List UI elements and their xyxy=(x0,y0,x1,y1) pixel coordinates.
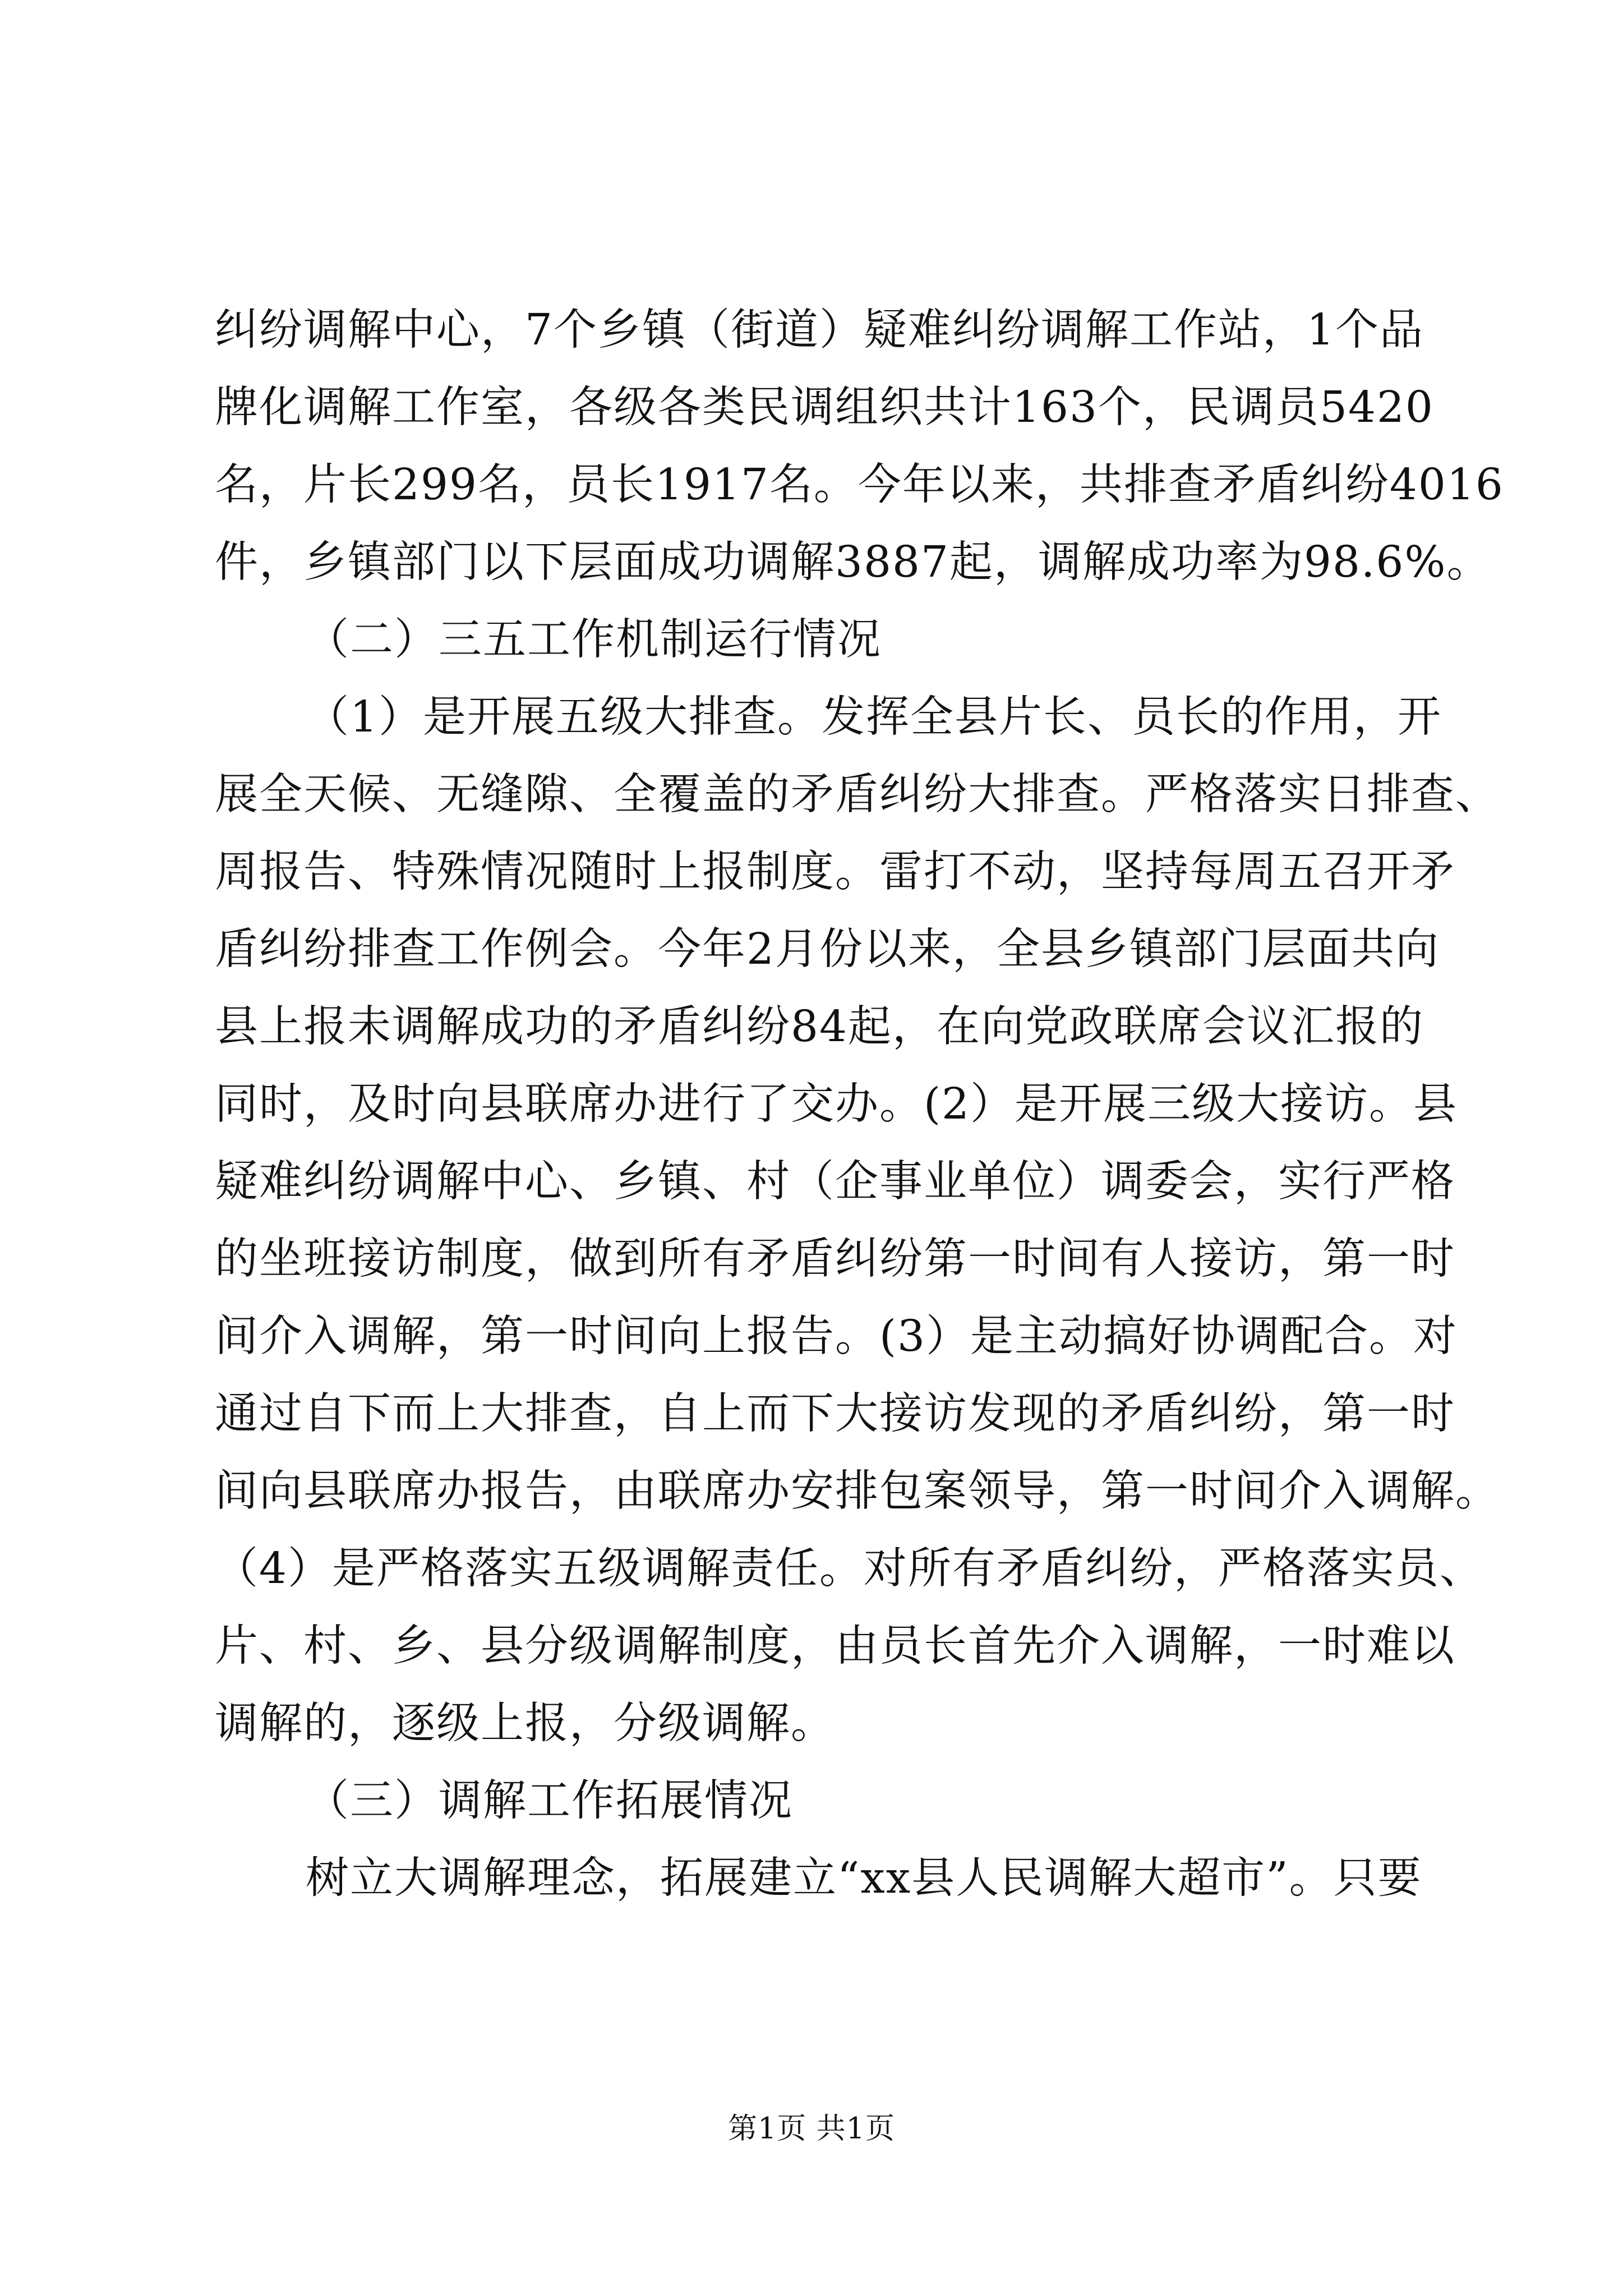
body-line-15: 通过自下而上大排查，自上而下大接访发现的矛盾纠纷，第一时 xyxy=(215,1389,1455,1439)
body-line-10: 县上报未调解成功的矛盾纠纷84起，在向党政联席会议汇报的 xyxy=(215,1002,1424,1052)
page-number-label: 第1页 共1页 xyxy=(728,2112,895,2146)
body-line-19: 调解的，逐级上报，分级调解。 xyxy=(215,1699,835,1749)
body-line-11: 同时，及时向县联席办进行了交办。(2）是开展三级大接访。县 xyxy=(215,1079,1458,1129)
body-line-9: 盾纠纷排查工作例会。今年2月份以来，全县乡镇部门层面共向 xyxy=(215,924,1440,974)
body-line-8: 周报告、特殊情况随时上报制度。雷打不动，坚持每周五召开矛 xyxy=(215,847,1455,897)
body-line-4: 件，乡镇部门以下层面成功调解3887起，调解成功率为98.6%。 xyxy=(215,537,1491,587)
body-line-3: 名，片长299名，员长1917名。今年以来，共排查矛盾纠纷4016 xyxy=(215,460,1504,510)
body-line-13: 的坐班接访制度，做到所有矛盾纠纷第一时间有人接访，第一时 xyxy=(215,1234,1455,1284)
section-heading-3: （三）调解工作拓展情况 xyxy=(306,1776,793,1826)
body-line-16: 间向县联席办报告，由联席办安排包案领导，第一时间介入调解。 xyxy=(215,1466,1500,1516)
body-line-17: （4）是严格落实五级调解责任。对所有矛盾纠纷，严格落实员、 xyxy=(215,1544,1484,1594)
body-line-21: 树立大调解理念，拓展建立“xx县人民调解大超市”。只要 xyxy=(306,1853,1422,1903)
body-line-7: 展全天候、无缝隙、全覆盖的矛盾纠纷大排查。严格落实日排查、 xyxy=(215,770,1500,820)
body-line-1: 纠纷调解中心，7个乡镇（街道）疑难纠纷调解工作站，1个品 xyxy=(215,305,1424,355)
body-line-18: 片、村、乡、县分级调解制度，由员长首先介入调解，一时难以 xyxy=(215,1621,1455,1671)
body-line-12: 疑难纠纷调解中心、乡镇、村（企事业单位）调委会，实行严格 xyxy=(215,1157,1455,1207)
document-body xyxy=(215,292,1504,1917)
body-line-6: （1）是开展五级大排查。发挥全县片长、员长的作用，开 xyxy=(306,692,1442,742)
page-footer xyxy=(0,2109,1623,2148)
section-heading-2: （二）三五工作机制运行情况 xyxy=(306,615,882,665)
body-line-14: 间介入调解，第一时间向上报告。(3）是主动搞好协调配合。对 xyxy=(215,1312,1458,1361)
body-line-2: 牌化调解工作室，各级各类民调组织共计163个，民调员5420 xyxy=(215,383,1434,432)
